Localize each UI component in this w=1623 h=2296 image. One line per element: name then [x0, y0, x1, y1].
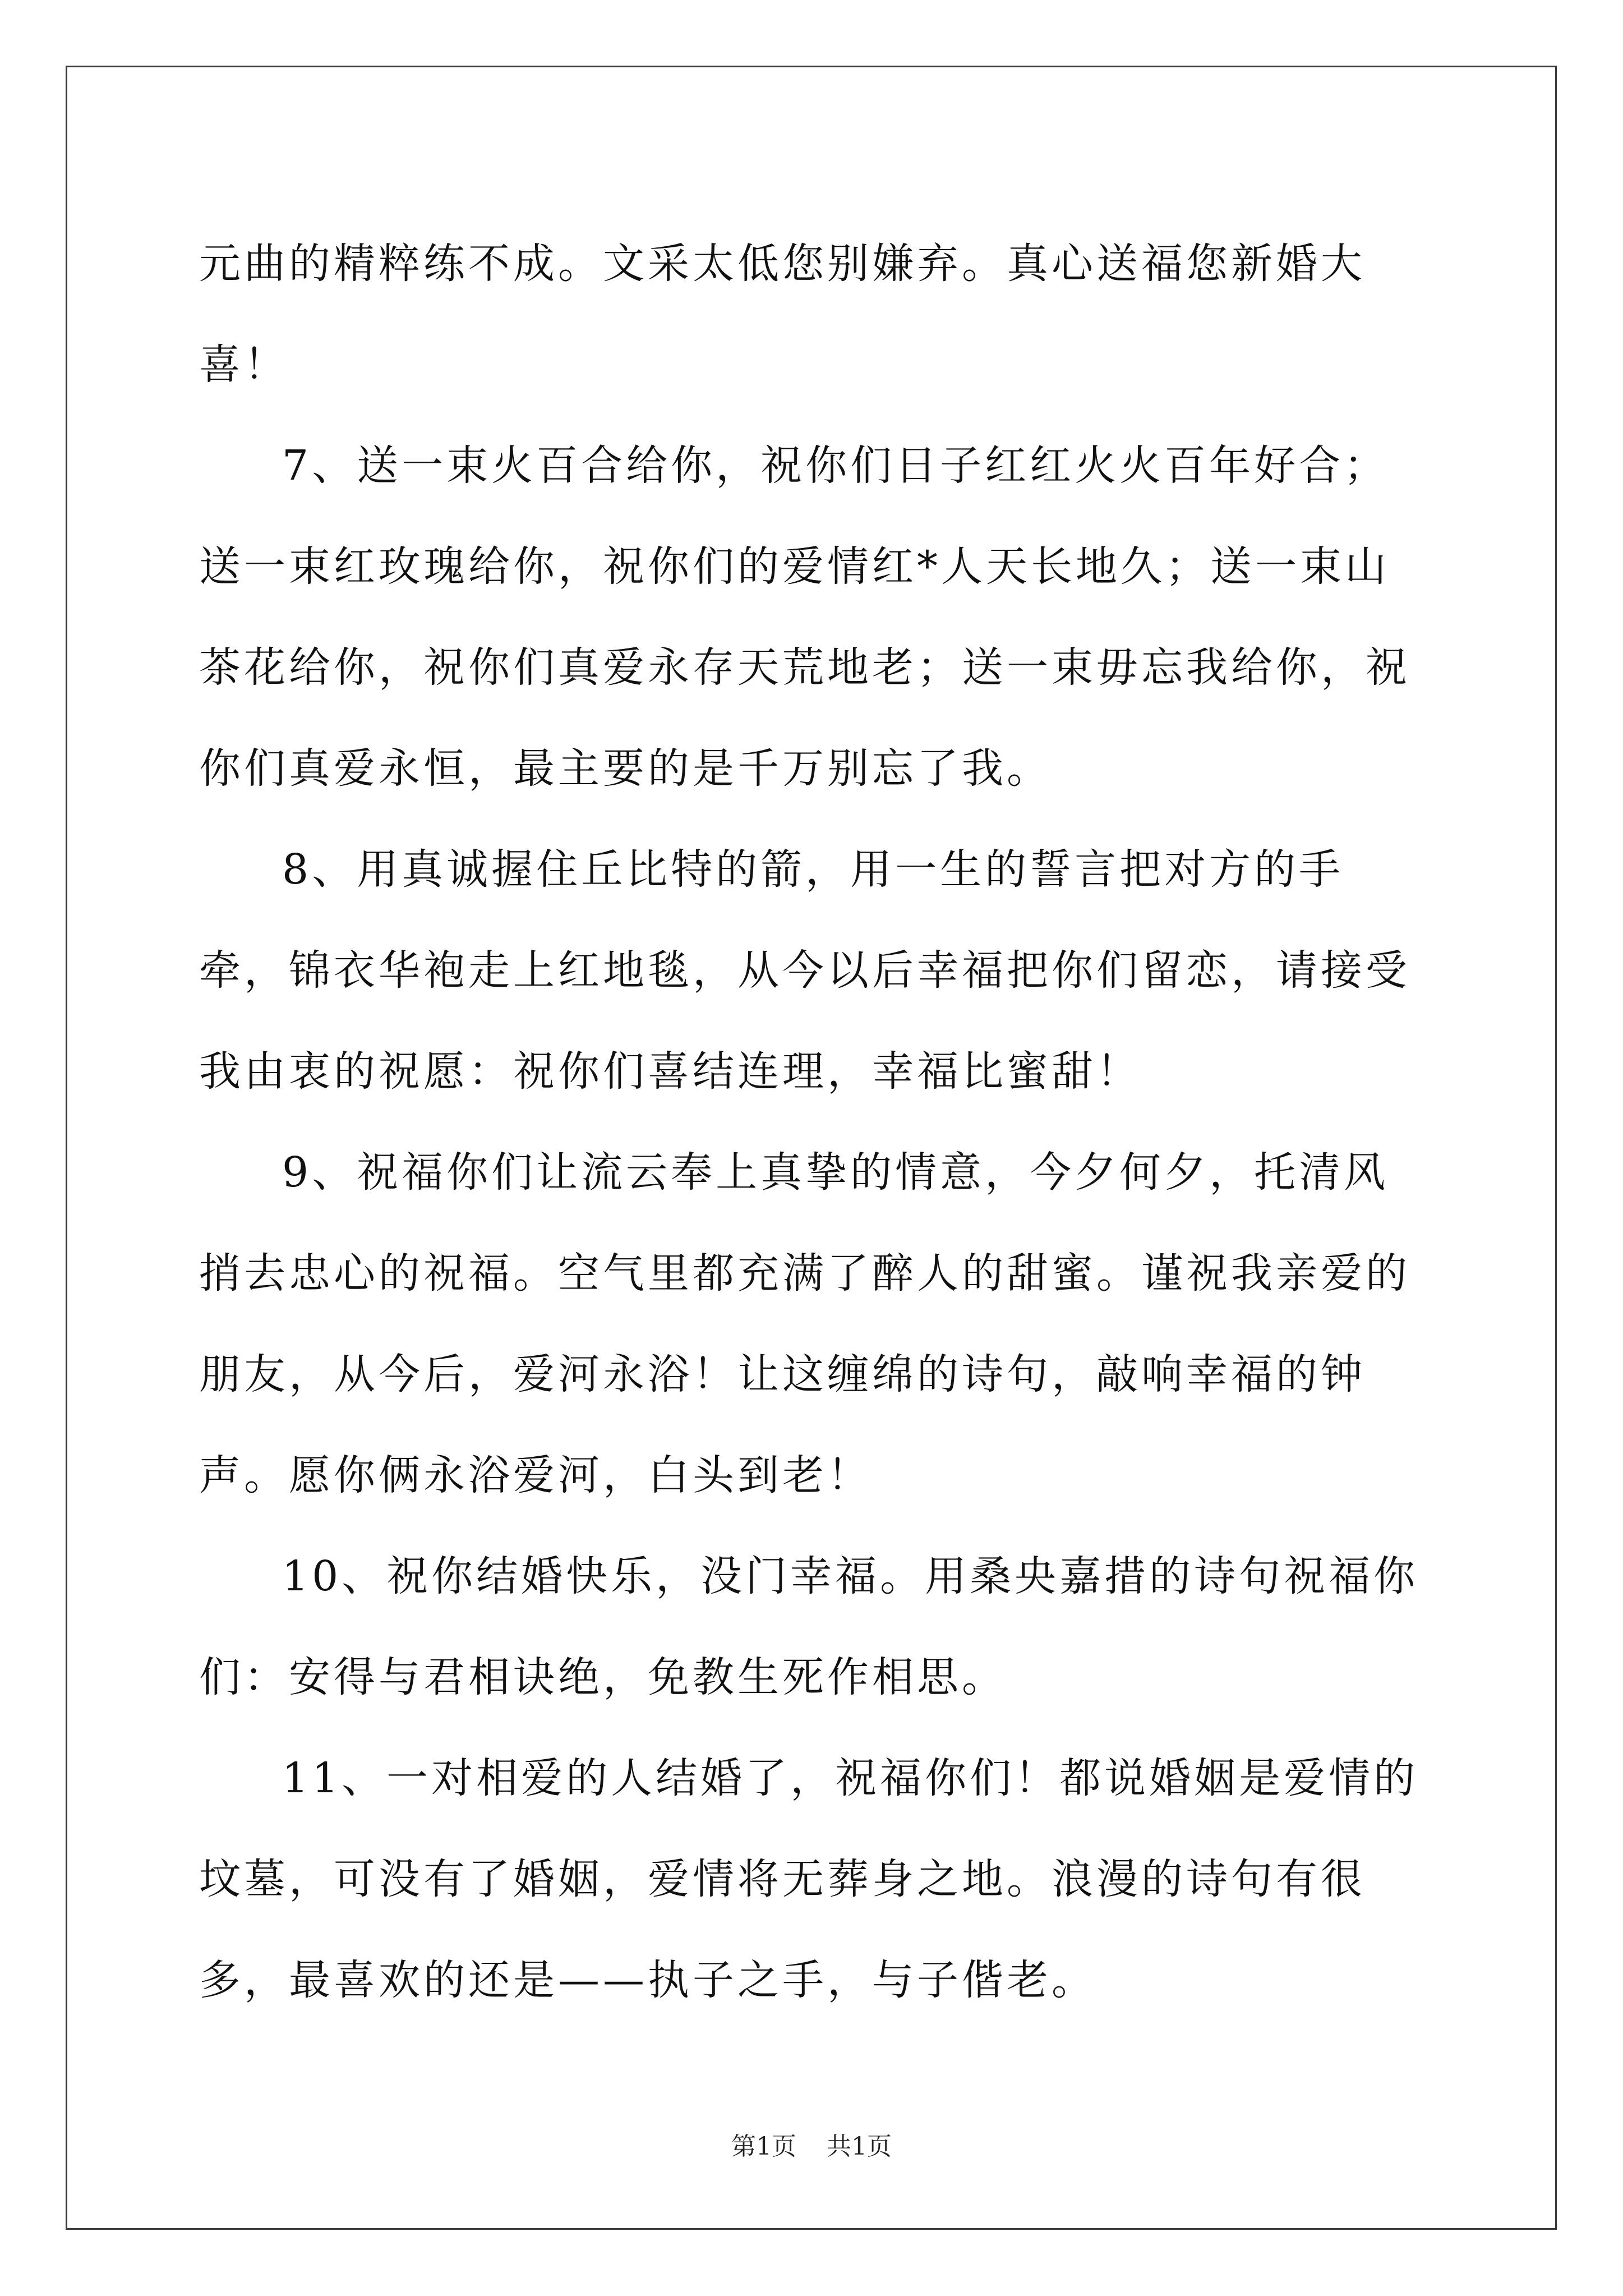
paragraph-9: 9、祝福你们让流云奉上真挚的情意，今夕何夕，托清风捎去忠心的祝福。空气里都充满了醉人的甜蜜。谨祝我亲爱的朋友，从今后，爱河永浴！让这缠绵的诗句，敲响幸福的钟声。愿你俩永浴爱河，白头到老！	[199, 1148, 1410, 1499]
paragraph-8: 8、用真诚握住丘比特的箭，用一生的誓言把对方的手牵，锦衣华袍走上红地毯，从今以后幸福把你们留恋，请接受我由衷的祝愿：祝你们喜结连理，幸福比蜜甜！	[199, 845, 1410, 1096]
page-number: 第1页	[731, 2132, 796, 2161]
page-total: 共1页	[827, 2132, 892, 2161]
document-body	[199, 213, 1430, 2031]
page-footer	[0, 2126, 1623, 2162]
paragraph-7: 7、送一束火百合给你，祝你们日子红红火火百年好合；送一束红玫瑰给你，祝你们的爱情红*人天长地久；送一束山茶花给你，祝你们真爱永存天荒地老；送一束毋忘我给你，祝你们真爱永恒，最主要的是千万别忘了我。	[199, 441, 1410, 793]
paragraph-10: 10、祝你结婚快乐，没门幸福。用桑央嘉措的诗句祝福你们：安得与君相诀绝，免教生死作相思。	[199, 1552, 1419, 1701]
paragraph-11: 11、一对相爱的人结婚了，祝福你们！都说婚姻是爱情的坟墓，可没有了婚姻，爱情将无葬身之地。浪漫的诗句有很多，最喜欢的还是——执子之手，与子偕老。	[199, 1754, 1419, 2004]
paragraph-continuation: 元曲的精粹练不成。文采太低您别嫌弃。真心送福您新婚大喜！	[199, 240, 1366, 389]
